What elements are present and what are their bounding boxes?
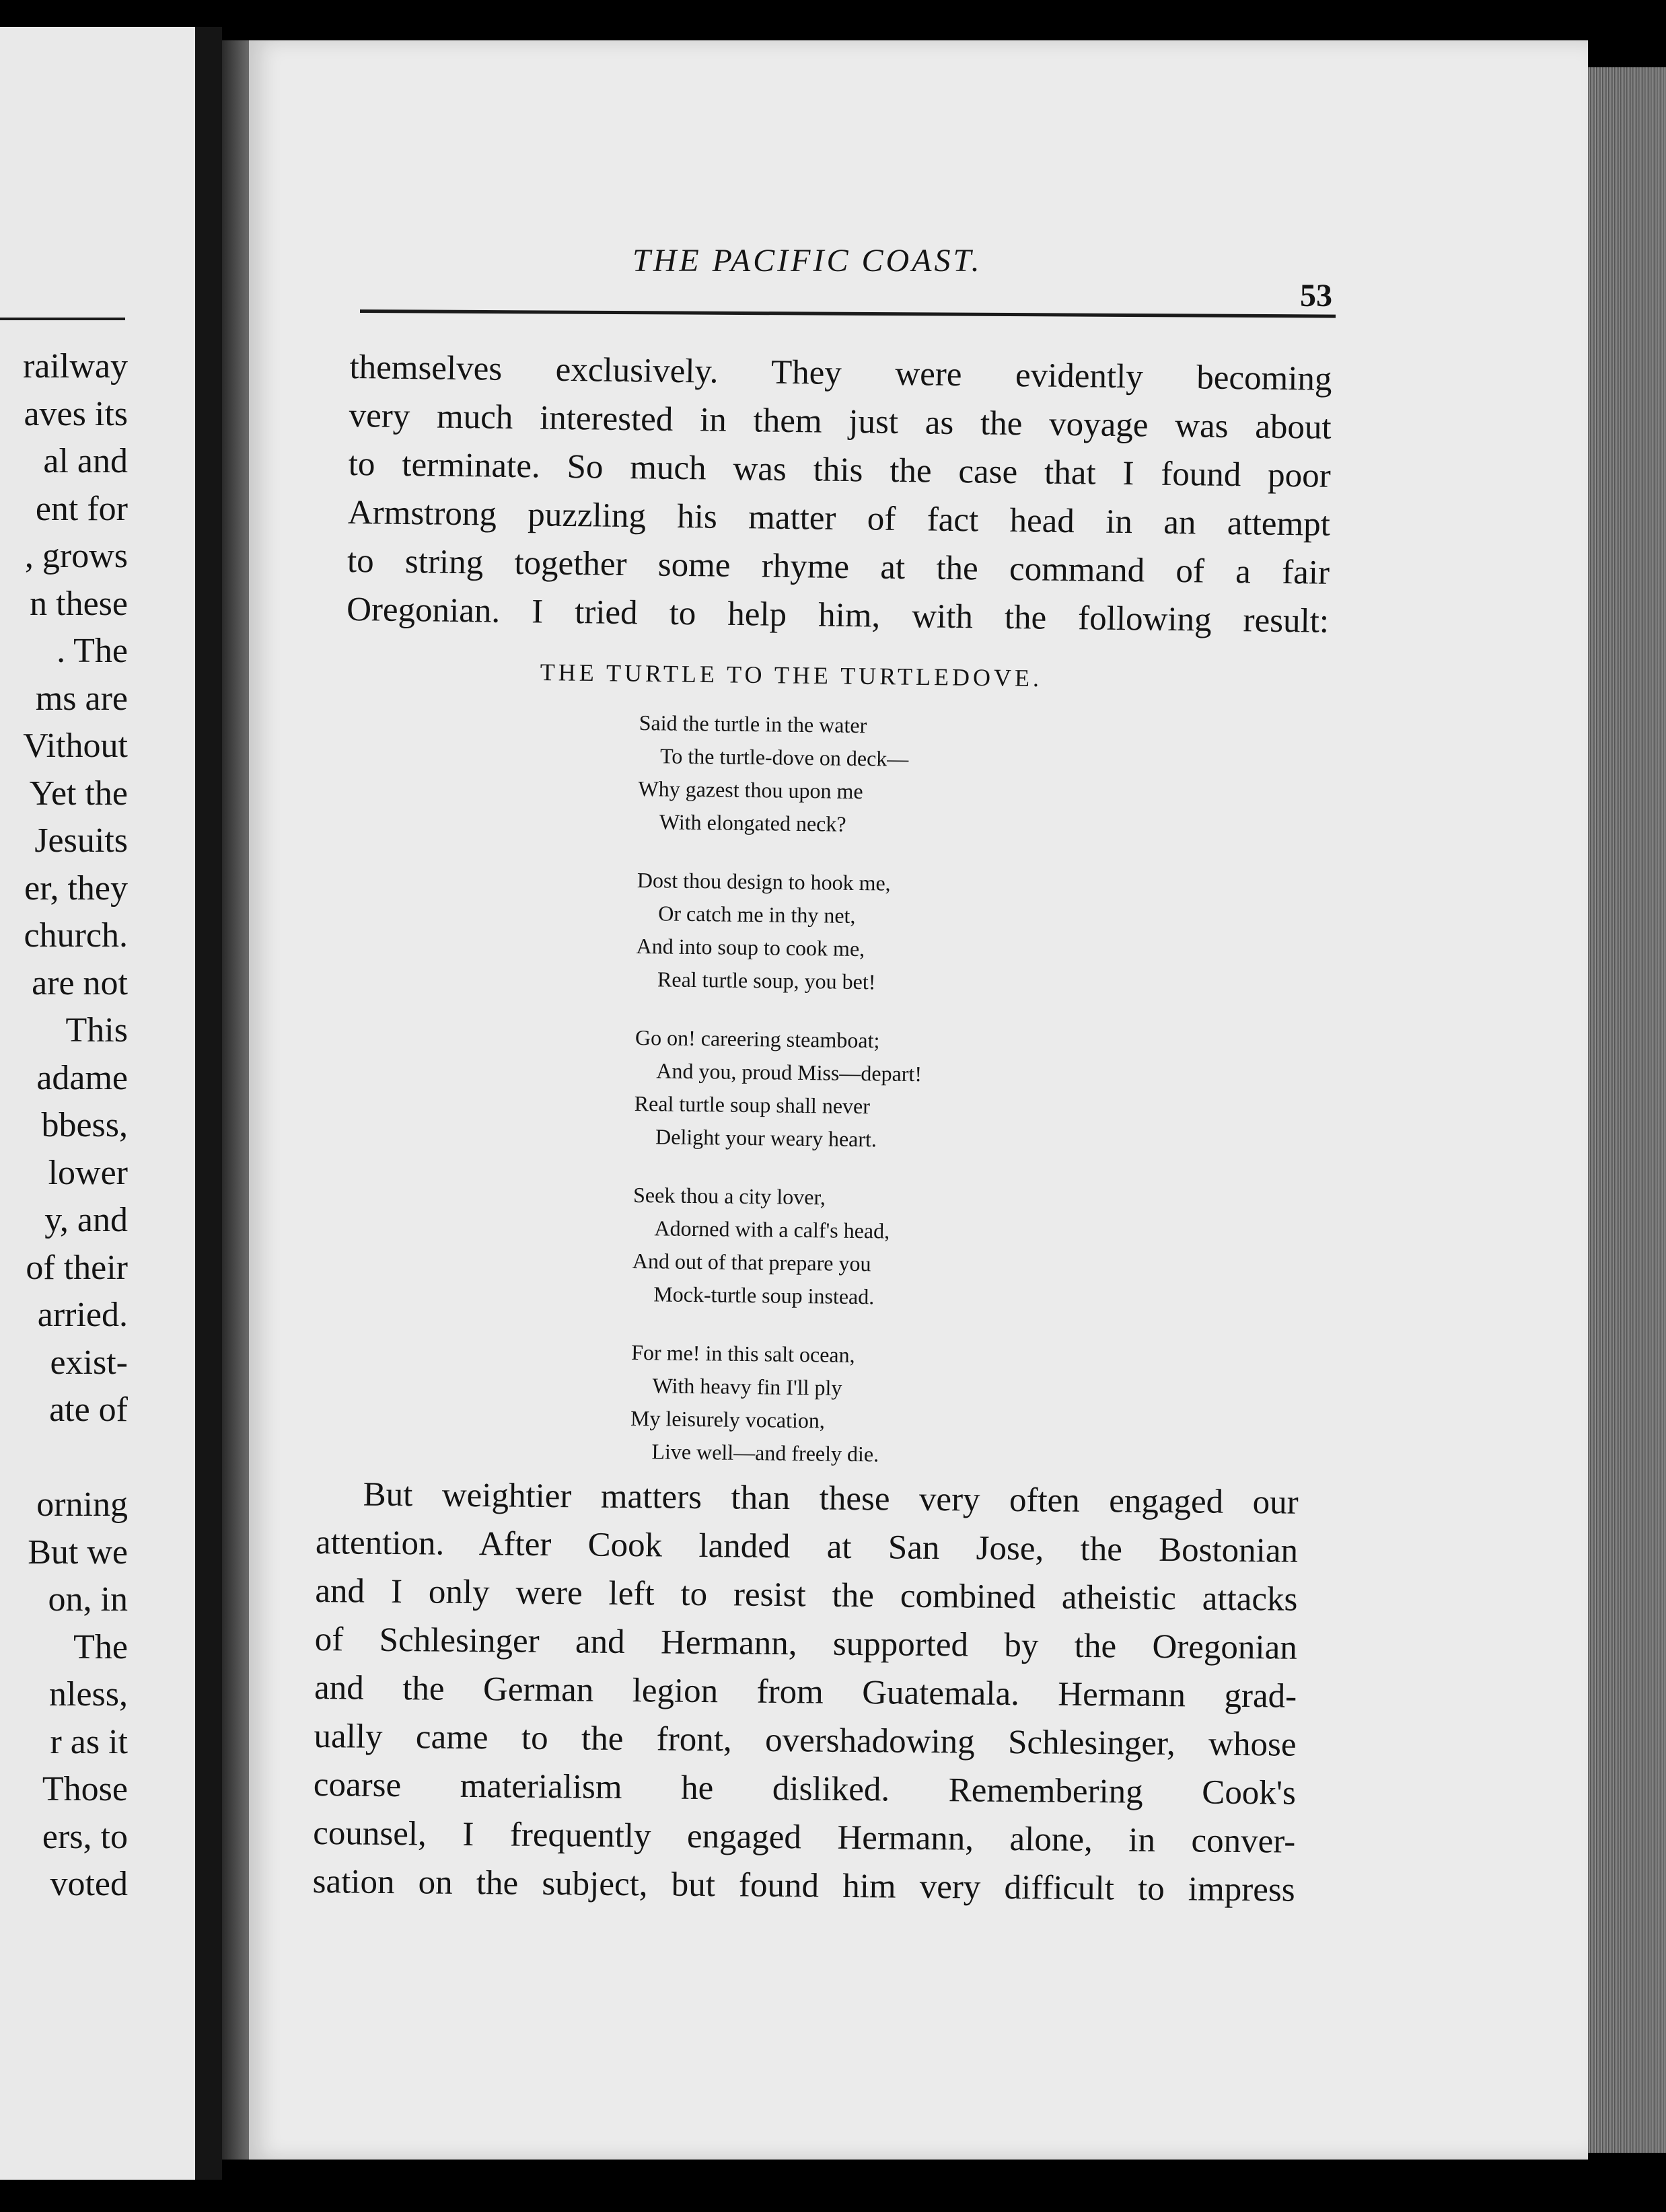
poem-line: Why gazest thou upon me <box>638 776 863 804</box>
text-line: Oregonian. I tried to help him, with the following result: <box>346 590 1330 640</box>
poem <box>630 706 1110 1499</box>
text-line: coarse materialism he disliked. Remembering Cook's <box>313 1765 1297 1812</box>
poem-line: Live well—and freely die. <box>651 1439 879 1467</box>
left-line: aves its <box>24 394 128 433</box>
left-line: . The <box>57 632 128 670</box>
left-line: on, in <box>48 1580 128 1619</box>
book-gutter <box>222 40 249 2160</box>
left-line <box>0 1434 128 1482</box>
left-line: ers, to <box>42 1817 128 1856</box>
left-page-text <box>0 343 128 1909</box>
page-number: 53 <box>1300 278 1332 314</box>
poem-stanza <box>638 706 1110 844</box>
left-page-rule <box>0 318 125 320</box>
poem-stanza <box>632 1179 1104 1317</box>
poem-line: Mock-turtle soup instead. <box>653 1282 875 1309</box>
paragraph-bottom <box>312 1470 1299 1915</box>
poem-line: With elongated neck? <box>659 809 846 836</box>
poem-line: Said the turtle in the water <box>639 710 867 738</box>
left-line: exist- <box>50 1343 128 1382</box>
left-line: of their <box>26 1248 128 1287</box>
text-line: and I only were left to resist the combined atheistic attacks <box>315 1572 1298 1619</box>
left-line: nless, <box>49 1675 128 1713</box>
left-line: are not <box>32 963 128 1002</box>
paragraph-top <box>347 343 1332 646</box>
poem-line: To the turtle-dove on deck— <box>659 743 909 771</box>
left-line: r as it <box>50 1722 128 1761</box>
poem-line: Real turtle soup, you bet! <box>657 967 876 994</box>
left-line: orning <box>36 1485 128 1524</box>
text-line: counsel, I frequently engaged Hermann, alone, in conver- <box>313 1814 1296 1861</box>
left-line: adame <box>36 1058 128 1097</box>
poem-line: Adorned with a calf's head, <box>654 1216 890 1243</box>
left-line: arried. <box>37 1296 128 1334</box>
left-line: The <box>73 1627 128 1666</box>
poem-line: Seek thou a city lover, <box>632 1182 826 1210</box>
text-line: sation on the subject, but found him very difficult to impress <box>312 1862 1295 1909</box>
left-line: Yet the <box>29 774 128 813</box>
left-line: railway <box>23 347 128 385</box>
poem-line: And out of that prepare you <box>632 1248 871 1276</box>
left-line: church. <box>24 916 128 955</box>
poem-title: THE TURTLE TO THE TURTLEDOVE. <box>540 658 1043 692</box>
text-line: Armstrong puzzling his matter of fact head in an attempt <box>347 493 1331 544</box>
left-line: lower <box>48 1153 128 1192</box>
text-line: to terminate. So much was this the case that I found poor <box>348 445 1332 495</box>
left-line: er, they <box>24 869 128 908</box>
left-line: Those <box>42 1770 128 1808</box>
poem-stanza <box>634 1021 1106 1159</box>
left-line: ent for <box>35 489 128 528</box>
left-line: n these <box>30 584 128 623</box>
poem-line: For me! in this salt ocean, <box>631 1339 855 1367</box>
poem-stanza <box>630 1336 1102 1474</box>
left-line: Jesuits <box>34 821 128 860</box>
poem-line: Go on! careering steamboat; <box>635 1025 880 1053</box>
poem-line: Real turtle soup shall never <box>634 1091 871 1119</box>
left-facing-page <box>0 27 222 2180</box>
poem-line: Or catch me in thy net, <box>658 901 856 928</box>
poem-stanza <box>636 864 1108 1002</box>
text-line: to string together some rhyme at the command of a fair <box>347 542 1330 592</box>
left-line: ate of <box>49 1391 128 1429</box>
left-line: , grows <box>24 537 128 575</box>
text-line: ually came to the front, overshadowing Schlesinger, whose <box>314 1717 1297 1764</box>
left-line: bbess, <box>41 1106 128 1144</box>
text-line: attention. After Cook landed at San Jose, the Bostonian <box>315 1523 1299 1570</box>
poem-line: Dost thou design to hook me, <box>637 867 891 895</box>
running-head: THE PACIFIC COAST. <box>632 243 982 279</box>
text-line: of Schlesinger and Hermann, supported by the Oregonian <box>314 1620 1297 1667</box>
left-line: This <box>65 1011 128 1049</box>
left-line: Vithout <box>23 727 128 765</box>
text-line: But weightier matters than these very often engaged our <box>363 1475 1299 1522</box>
poem-line: Delight your weary heart. <box>655 1124 877 1152</box>
left-line: voted <box>50 1865 128 1903</box>
poem-line: And into soup to cook me, <box>636 933 865 961</box>
text-line: themselves exclusively. They were evidently becoming <box>349 348 1332 398</box>
left-line: ms are <box>35 679 128 718</box>
poem-line: My leisurely vocation, <box>630 1405 826 1433</box>
poem-line: With heavy fin I'll ply <box>652 1373 842 1400</box>
left-line: al and <box>43 442 128 480</box>
text-line: and the German legion from Guatemala. Hermann grad- <box>314 1668 1297 1716</box>
text-line: very much interested in them just as the voyage was about <box>349 396 1332 447</box>
poem-line: And you, proud Miss—depart! <box>656 1058 922 1086</box>
left-line: y, and <box>44 1201 128 1239</box>
left-line: But we <box>28 1533 128 1572</box>
